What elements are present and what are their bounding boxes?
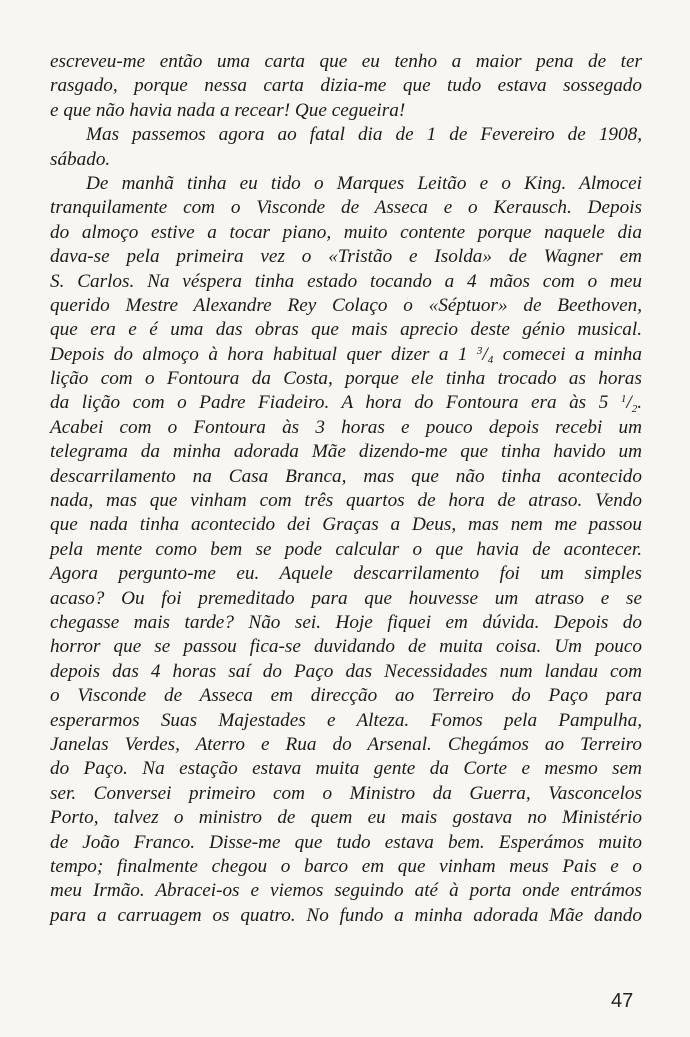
text-line: que nada tinha acontecido dei Graças a Deus, mas nem me passou bbox=[50, 514, 642, 536]
text-line: ser. Conversei primeiro com o Ministro da Guerra, Vasconcelos bbox=[50, 782, 642, 804]
text-line: chegasse mais tarde? Não sei. Hoje fiquei em dúvida. Depois do bbox=[50, 611, 642, 633]
text-line: o Visconde de Asseca em direcção ao Terreiro do Paço para bbox=[50, 685, 642, 707]
fraction-slash: / bbox=[626, 392, 632, 414]
fraction-slash: / bbox=[482, 343, 488, 365]
text-line: esperarmos Suas Majestades e Alteza. Fomos pela Pampulha, bbox=[50, 709, 642, 731]
text-line: Agora pergunto-me eu. Aquele descarrilamento foi um simples bbox=[50, 563, 642, 585]
text-line: para a carruagem os quatro. No fundo a minha adorada Mãe dando bbox=[50, 904, 642, 926]
body-text bbox=[50, 50, 642, 928]
text-line: lição com o Fontoura da Costa, porque ele tinha trocado as horas bbox=[50, 368, 642, 390]
text-line: Porto, talvez o ministro de quem eu mais gostava no Ministério bbox=[50, 807, 642, 829]
text-line: S. Carlos. Na véspera tinha estado tocando a 4 mãos com o meu bbox=[50, 270, 642, 292]
text-line: de João Franco. Disse-me que tudo estava bem. Esperámos muito bbox=[50, 831, 642, 853]
text-line: Janelas Verdes, Aterro e Rua do Arsenal. Chegámos ao Terreiro bbox=[50, 733, 642, 755]
text-line: sábado. bbox=[50, 148, 111, 170]
text-line: que era e é uma das obras que mais aprecio deste génio musical. bbox=[50, 319, 642, 341]
text-line: dava-se pela primeira vez o «Tristão e Isolda» de Wagner em bbox=[50, 246, 642, 268]
text-line: rasgado, porque nessa carta dizia-me que tudo estava sossegado bbox=[50, 75, 642, 97]
page-number: 47 bbox=[611, 990, 634, 1012]
text-line: tranquilamente com o Visconde de Asseca e o Kerausch. Depois bbox=[50, 197, 642, 219]
text-line: escreveu-me então uma carta que eu tenho a maior pena de ter bbox=[50, 51, 642, 72]
text-line: depois das 4 horas saí do Paço das Necessidades num landau com bbox=[50, 660, 642, 682]
fraction-numerator: 1 bbox=[620, 393, 627, 406]
text-line: telegrama da minha adorada Mãe dizendo-me que tinha havido um bbox=[50, 441, 642, 463]
text-line: tempo; finalmente chegou o barco em que vinham meus Pais e o bbox=[50, 855, 642, 877]
text-line: e que não havia nada a recear! Que cegueira! bbox=[50, 99, 406, 121]
text-line: do Paço. Na estação estava muita gente da Corte e mesmo sem bbox=[50, 758, 642, 780]
text-line: horror que se passou fica-se duvidando de muita coisa. Um pouco bbox=[50, 636, 642, 658]
text-line: nada, mas que vinham com três quartos de hora de atraso. Vendo bbox=[50, 490, 642, 512]
fraction-denominator: 2 bbox=[631, 402, 638, 415]
text-line: Mas passemos agora ao fatal dia de 1 de Fevereiro de 1908, bbox=[86, 124, 642, 146]
text-line: querido Mestre Alexandre Rey Colaço o «Séptuor» de Beethoven, bbox=[50, 294, 642, 316]
fraction-denominator: 4 bbox=[487, 353, 494, 366]
text-line: Acabei com o Fontoura às 3 horas e pouco depois recebi um bbox=[50, 416, 642, 438]
text-line: meu Irmão. Abracei-os e viemos seguindo até à porta onde entrámos bbox=[50, 880, 642, 902]
text-line: descarrilamento na Casa Branca, mas que não tinha acontecido bbox=[50, 465, 642, 487]
text-line: De manhã tinha eu tido o Marques Leitão e o King. Almocei bbox=[86, 172, 642, 194]
fraction-numerator: 3 bbox=[476, 344, 483, 357]
text-line: Depois do almoço à hora habitual quer dizer a 1 $^3/_4$ comecei a minha bbox=[50, 343, 642, 366]
text-line: do almoço estive a tocar piano, muito contente porque naquele dia bbox=[50, 221, 642, 243]
text-line: pela mente como bem se pode calcular o que havia de acontecer. bbox=[50, 538, 642, 560]
text-line: acaso? Ou foi premeditado para que houvesse um atraso e se bbox=[50, 587, 642, 609]
text-line: da lição com o Padre Fiadeiro. A hora do Fontoura era às 5 $^1/_2$. bbox=[50, 392, 642, 415]
